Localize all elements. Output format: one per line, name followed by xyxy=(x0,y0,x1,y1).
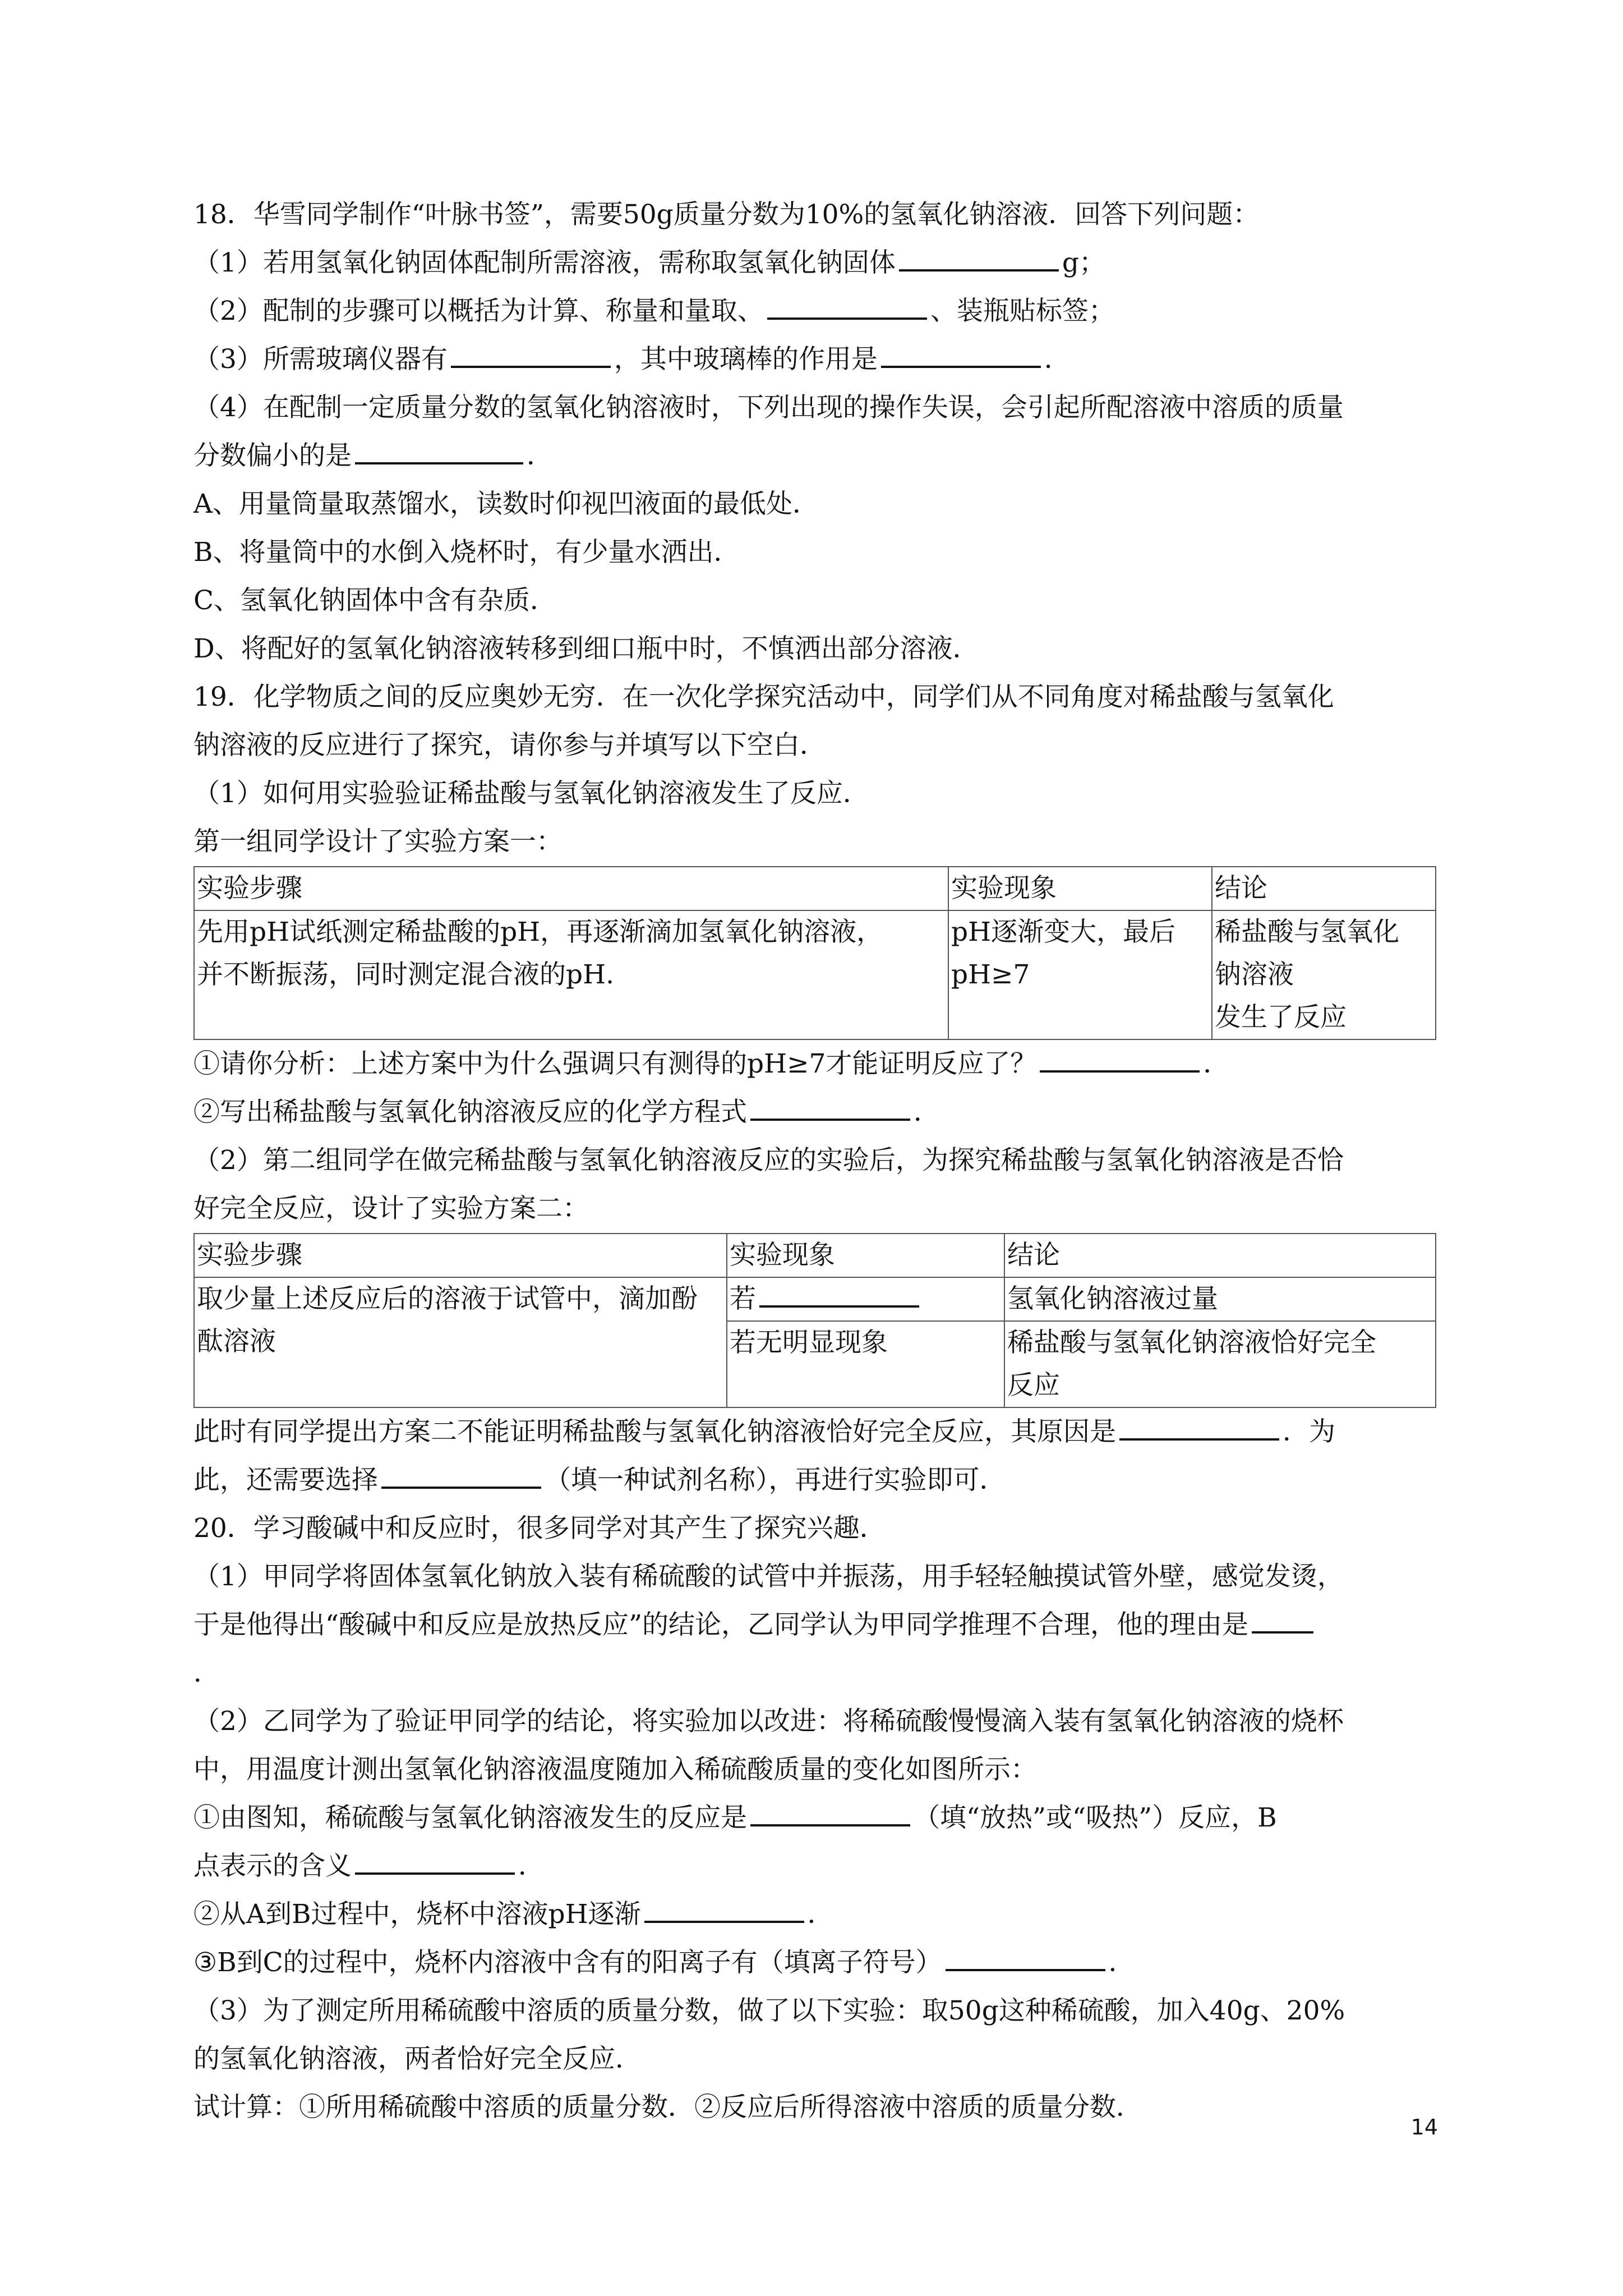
q20-sub1-end: ． xyxy=(518,1851,545,1881)
q20-sub2-text: ②从A到B过程中，烧杯中溶液pH逐渐 xyxy=(193,1899,641,1930)
q18-part4-line1: （4）在配制一定质量分数的氢氧化钠溶液时，下列出现的操作失误，会引起所配溶液中溶质的质量 xyxy=(193,392,1344,423)
cell-line: 稀盐酸与氢氧化 xyxy=(1215,917,1399,947)
q19-question-b xyxy=(193,1088,1444,1137)
q20-part1-line1: （1）甲同学将固体氢氧化钠放入装有稀硫酸的试管中并振荡，用手轻轻触摸试管外壁，感觉发烫， xyxy=(193,1561,1344,1592)
table2-phenomenon-blank[interactable] xyxy=(759,1280,919,1308)
q19-question-b-text: ②写出稀盐酸与氢氧化钠溶液反应的化学方程式 xyxy=(193,1097,747,1128)
q20-sub2 xyxy=(193,1890,1444,1939)
q19-after2-end: （填一种试剂名称），再进行实验即可． xyxy=(545,1465,1006,1496)
q18-part2-blank[interactable] xyxy=(767,292,927,320)
table-header-row xyxy=(194,1234,1436,1277)
experiment-table-1 xyxy=(193,866,1436,1040)
q20-part1-line2 xyxy=(193,1601,1444,1649)
cell-line: 反应 xyxy=(1007,1370,1060,1401)
cell-line: 并不断振荡，同时测定混合液的pH. xyxy=(197,959,615,990)
q18-stem: 18．华雪同学制作“叶脉书签”，需要50g质量分数为10%的氢氧化钠溶液．回答下列问题： xyxy=(193,199,1260,230)
q18-part3-blank-2[interactable] xyxy=(881,340,1041,368)
q18-part3-blank-1[interactable] xyxy=(451,340,611,368)
q18-option-a: A、用量筒量取蒸馏水，读数时仰视凹液面的最低处． xyxy=(193,489,819,519)
q20-sub1-blank[interactable] xyxy=(750,1798,910,1826)
table-header-cell: 实验现象 xyxy=(948,867,1212,910)
table-header-cell: 结论 xyxy=(1212,867,1436,910)
q19-question-a-text: ①请你分析：上述方案中为什么强调只有测得的pH≥7才能证明反应了？ xyxy=(193,1048,1037,1079)
q19-after-line2 xyxy=(193,1456,1444,1504)
q18-part3-text-b: ，其中玻璃棒的作用是 xyxy=(614,344,878,375)
cell-line: 酞溶液 xyxy=(197,1326,276,1357)
q18-part3 xyxy=(193,335,1444,384)
table-cell-conclusion xyxy=(1004,1321,1436,1407)
q19-question-a xyxy=(193,1040,1444,1088)
q20-part3-line2: 的氢氧化钠溶液，两者恰好完全反应． xyxy=(193,2044,642,2074)
q18-option-c: C、氢氧化钠固体中含有杂质． xyxy=(193,585,556,616)
q19-group1-intro: 第一组同学设计了实验方案一： xyxy=(193,826,562,857)
q20-part1-line3: ． xyxy=(193,1658,220,1688)
q20-point-b-blank[interactable] xyxy=(355,1847,515,1875)
table-cell-phenomenon xyxy=(727,1277,1004,1321)
q18-part4-end: ． xyxy=(527,440,553,471)
q18-part2-end: 、装瓶贴标签； xyxy=(930,296,1115,326)
table-header-cell: 实验步骤 xyxy=(194,867,948,910)
cell-line: 取少量上述反应后的溶液于试管中，滴加酚 xyxy=(197,1283,698,1314)
q18-part1-unit: g； xyxy=(1062,247,1105,278)
q19-after2-text: 此，还需要选择 xyxy=(193,1465,378,1496)
q20-reason-blank[interactable] xyxy=(1252,1605,1313,1634)
q19-after-line1 xyxy=(193,1408,1444,1456)
q19-question-a-end: ． xyxy=(1203,1048,1230,1079)
q20-part2-line2: 中，用温度计测出氢氧化钠溶液温度随加入稀硫酸质量的变化如图所示： xyxy=(193,1754,1037,1785)
table-header-row xyxy=(194,867,1436,910)
q19-question-a-blank[interactable] xyxy=(1040,1045,1200,1073)
cell-line: 稀盐酸与氢氧化钠溶液恰好完全 xyxy=(1007,1327,1376,1358)
q18-part2 xyxy=(193,287,1444,335)
q19-stem-line2: 钠溶液的反应进行了探究，请你参与并填写以下空白． xyxy=(193,730,826,761)
table-cell-conclusion: 氢氧化钠溶液过量 xyxy=(1004,1277,1436,1321)
cell-line: 钠溶液 xyxy=(1215,959,1294,990)
q18-part1 xyxy=(193,239,1444,287)
q20-part1-text: 于是他得出“酸碱中和反应是放热反应”的结论，乙同学认为甲同学推理不合理，他的理由是 xyxy=(193,1609,1249,1640)
cell-line: pH≥7 xyxy=(951,959,1030,990)
cell-line: 先用pH试纸测定稀盐酸的pH，再逐渐滴加氢氧化钠溶液， xyxy=(197,917,883,947)
cell-text: 若 xyxy=(730,1283,756,1314)
q18-part4-text: 分数偏小的是 xyxy=(193,440,352,471)
q20-sub1-text: ①由图知，稀硫酸与氢氧化钠溶液发生的反应是 xyxy=(193,1802,747,1833)
table-header-cell: 实验现象 xyxy=(727,1234,1004,1277)
q20-ph-blank[interactable] xyxy=(644,1895,804,1923)
document-body xyxy=(193,191,1444,2132)
q19-after-text: 此时有同学提出方案二不能证明稀盐酸与氢氧化钠溶液恰好完全反应，其原因是 xyxy=(193,1416,1116,1447)
table-cell-step xyxy=(194,1277,727,1407)
q19-part2-line2: 好完全反应，设计了实验方案二： xyxy=(193,1193,589,1224)
q20-calculation: 试计算：①所用稀硫酸中溶质的质量分数．②反应后所得溶液中溶质的质量分数． xyxy=(193,2092,1142,2123)
q20-sub2-end: ． xyxy=(807,1899,834,1930)
q19-part1: （1）如何用实验验证稀盐酸与氢氧化钠溶液发生了反应． xyxy=(193,778,869,809)
q20-stem: 20．学习酸碱中和反应时，很多同学对其产生了探究兴趣． xyxy=(193,1513,886,1544)
cell-line: 发生了反应 xyxy=(1215,1002,1347,1033)
q18-option-b: B、将量筒中的水倒入烧杯时，有少量水洒出． xyxy=(193,537,740,568)
q20-part2-line1: （2）乙同学为了验证甲同学的结论，将实验加以改进：将稀硫酸慢慢滴入装有氢氧化钠溶液的烧杯 xyxy=(193,1706,1344,1737)
q19-question-b-end: ． xyxy=(914,1097,940,1128)
q18-part2-text: （2）配制的步骤可以概括为计算、称量和量取、 xyxy=(193,296,764,326)
cell-line: pH逐渐变大，最后 xyxy=(951,917,1176,947)
q20-sub3-end: ． xyxy=(1108,1947,1135,1978)
q18-option-d: D、将配好的氢氧化钠溶液转移到细口瓶中时，不慎洒出部分溶液． xyxy=(193,633,979,664)
q19-reagent-blank[interactable] xyxy=(381,1461,541,1489)
table-cell-step xyxy=(194,910,948,1039)
q20-sub1-line1 xyxy=(193,1794,1444,1842)
q20-sub1-text2: 点表示的含义 xyxy=(193,1851,352,1881)
q18-part1-blank[interactable] xyxy=(899,243,1059,272)
table-cell-phenomenon: 若无明显现象 xyxy=(727,1321,1004,1407)
q19-stem-line1: 19．化学物质之间的反应奥妙无穷．在一次化学探究活动中，同学们从不同角度对稀盐酸与氢氧化 xyxy=(193,682,1334,712)
q18-part4-line2 xyxy=(193,432,1444,480)
experiment-table-2 xyxy=(193,1233,1436,1408)
q19-after-end: ．为 xyxy=(1283,1416,1335,1447)
table-header-cell: 实验步骤 xyxy=(194,1234,727,1277)
q20-ion-blank[interactable] xyxy=(946,1943,1105,1971)
table-cell-conclusion xyxy=(1212,910,1436,1039)
table-cell-phenomenon xyxy=(948,910,1212,1039)
q18-part3-end: ． xyxy=(1044,344,1071,375)
table-header-cell: 结论 xyxy=(1004,1234,1436,1277)
q18-part3-text-a: （3）所需玻璃仪器有 xyxy=(193,344,448,375)
q20-sub3 xyxy=(193,1939,1444,1987)
q19-question-b-blank[interactable] xyxy=(750,1093,910,1121)
page-number: 14 xyxy=(1410,2115,1438,2139)
q18-part1-text: （1）若用氢氧化钠固体配制所需溶液，需称取氢氧化钠固体 xyxy=(193,247,896,278)
table-row xyxy=(194,1277,1436,1321)
q20-sub3-text: ③B到C的过程中，烧杯内溶液中含有的阳离子有（填离子符号） xyxy=(193,1947,942,1978)
q20-part3-line1: （3）为了测定所用稀硫酸中溶质的质量分数，做了以下实验：取50g这种稀硫酸，加入40g、20% xyxy=(193,1995,1345,2026)
q19-part2-line1: （2）第二组同学在做完稀盐酸与氢氧化钠溶液反应的实验后，为探究稀盐酸与氢氧化钠溶液是否恰 xyxy=(193,1145,1344,1176)
q18-part4-blank[interactable] xyxy=(355,436,523,464)
q19-reason-blank[interactable] xyxy=(1119,1412,1279,1441)
q20-sub1-line2 xyxy=(193,1842,1444,1890)
q20-sub1-hint: （填“放热”或“吸热”）反应，B xyxy=(914,1802,1277,1833)
table-row xyxy=(194,910,1436,1039)
